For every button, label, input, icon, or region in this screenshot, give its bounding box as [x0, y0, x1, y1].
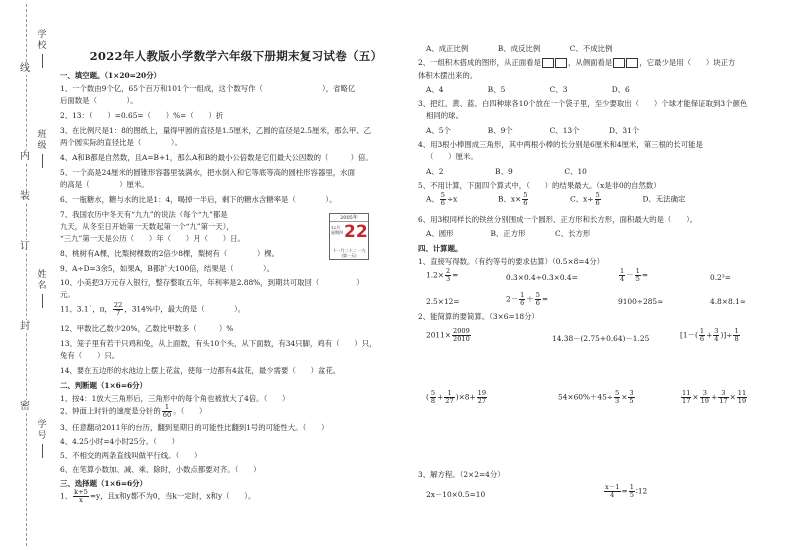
question-text: 13、笼子里有若干只鸡和兔，从上面数，有头10个头，从下面数，有34只脚，鸡有（ ）只， [60, 339, 377, 348]
question-text: （ ）厘米。 [426, 152, 478, 161]
math-expression: 14.38－(2.75+0.64)－1.25 [552, 334, 650, 343]
question-text: 5、一个高是24厘米的圆锥形容器里装满水，把水倒入和它等底等高的圆柱形容器里，水面 [60, 168, 355, 177]
question-text: 8、桃树有A棵，比梨树棵数的2倍少8棵，梨树有（ ）棵。 [60, 249, 279, 258]
section-heading: 四、计算题。 [418, 244, 463, 253]
question-text: 1、按4：1放大三角形后，三角形中的每个角也被放大了4倍。（ ） [60, 394, 290, 403]
math-expression: 4.8×8.1≈ [710, 297, 746, 306]
question-text: 后面数是（ ）。 [60, 96, 138, 105]
math-expression: $\frac{1}{4}$ － $\frac{1}{5}$ = [620, 267, 649, 283]
question-text: 4、4.25小时=4小时25分。（ ） [60, 437, 180, 446]
math-expression: 54×60%＋45÷ $\frac{5}{3}$ × $\frac{3}{5}$ [558, 389, 634, 405]
math-expression: 1.2× $\frac{2}{3}$ = [426, 267, 459, 283]
math-expression: 9100÷285≈ [618, 297, 664, 306]
question-text: 2、13：（ ）=0.65=（ ）%=（ ）折 [60, 111, 224, 120]
binding-margin [0, 0, 50, 550]
margin-label: 密 [17, 400, 33, 413]
section-heading: 三、选择题（1×6=6分） [60, 479, 147, 488]
question-text: 3、任意翻动2011年的台历，翻到星期日的可能性比翻到1号的可能性大。（ ） [60, 423, 329, 432]
choice-options: A、5个 B、9个 C、13个 D、31个 [426, 126, 640, 135]
question-text: 14、要在五边形的水池边上摆上花盆，使每一边都有4盆花，最少需要（ ）盆花。 [60, 366, 341, 375]
calendar-illustration: 2005年 12月 星期四 22 十一月二十二 一九(第一天) [331, 215, 368, 258]
question-text: 2、一组积木搭成的图形，从正面看是 ，从侧面看是 ，它最少是用（ ）块正方 [418, 58, 736, 67]
question-text: 6、一瓶糖水，糖与水的比是1：4，喝掉一半后，剩下的糖水含糖率是（ ）。 [60, 195, 337, 204]
choice-options: A、 $\frac{5}{6}$ ÷x B、x× $\frac{5}{6}$ C、x÷ $\frac{5}{6}$ D、无法确定 [426, 191, 686, 207]
math-expression: $\frac{11}{17}$ × $\frac{3}{19}$ + $\frac{3}{17}$ × $\frac{11}{19}$ [682, 389, 747, 405]
section-heading: 二、判断题（1×6=6分） [60, 381, 147, 390]
margin-label: 装 [17, 190, 33, 203]
question-text: 兔有（ ）只。 [60, 351, 120, 360]
math-expression: 2－ $\frac{1}{6}$ ＋ $\frac{5}{6}$ = [506, 291, 549, 307]
question-text: 10、小美把3万元存入银行，整存整取五年，年利率是2.88%，到期共可取回（ ） [60, 278, 364, 287]
question-text: 6、用3根同样长的铁丝分别围成一个圆形、正方形和长方形，面积最大的是（ ）。 [418, 215, 698, 224]
math-expression: 2.5×12= [426, 297, 460, 306]
question-text: 2、能简算的要简算。（3×6=18分） [418, 312, 539, 321]
question-text: 相同的球。 [426, 111, 463, 120]
side-view-figure [613, 58, 625, 68]
question-text: 3、在比例尺是1：8的图纸上，量得甲圆的直径是1.5厘米，乙圆的直径是2.5厘米，那么甲、乙 [60, 126, 372, 135]
question-text: 元。 [60, 290, 75, 299]
choice-options: A、2 B、9 C、10 [426, 167, 587, 176]
question-text: 体积木摆出来的。 [418, 71, 478, 80]
math-expression: 2x－10×0.5=10 [426, 490, 486, 499]
front-view-figure [542, 58, 554, 68]
math-expression: 2011× $\frac{2009}{2010}$ [426, 327, 470, 343]
choice-options: A、4 B、5 C、3 D、6 [426, 85, 630, 94]
question-text: 3、把红、黄、蓝、白四种球各10个放在一个袋子里，至少要取出（ ）个球才能保证取到3个颜色 [418, 99, 748, 108]
question-text: 1、一个数由9个亿，65个百万和101个一组成，这个数写作（ ），省略亿 [60, 84, 356, 93]
question-text: 4、A和B都是自然数，且A=B+1，那么A和B的最小公倍数是它们最大公因数的（ ）倍。 [60, 153, 373, 162]
math-expression: 0.2³= [710, 273, 731, 282]
math-expression: $\frac{x-1}{4}$ = $\frac{1}{5}$ ∶12 [605, 483, 648, 499]
question-text: 两个圆实际的直径比是（ ）。 [60, 138, 182, 147]
margin-label: 订 [17, 240, 33, 253]
field-school[interactable]: 学校 [36, 30, 48, 70]
math-expression: 0.3×0.4÷0.3×0.4= [506, 273, 578, 282]
fraction: $\frac{k+5}{x}$ [74, 488, 88, 504]
cut-line [26, 4, 27, 546]
question-text: 3、解方程。（2×2=4分） [418, 470, 505, 479]
choice-options: A、圆形 B、正方形 C、长方形 [426, 229, 591, 238]
margin-label: 封 [17, 320, 33, 333]
question-text: 的高是（ ）厘米。 [60, 180, 149, 189]
fraction: $\frac{1}{60}$ [162, 403, 172, 419]
question-text: 2、钟面上时针的速度是分针的 $\frac{1}{60}$ 。（ ） [60, 403, 207, 419]
question-text: 1、直接写得数。（有约等号的要求估算）（0.5×8=4分） [418, 257, 605, 266]
question-text: 11、3.1˙，π， $\frac{22}{7}$ ，314%中，最大的是（ ）。 [60, 301, 246, 317]
field-name[interactable]: 姓名 [36, 270, 48, 310]
question-text: 7、我国农历中冬天有“九九”的说法（每个“九”都是 [60, 210, 228, 219]
question-text: “三九”第一天是公历（ ）年（ ）月（ ）日。 [60, 234, 245, 243]
fraction: $\frac{22}{7}$ [113, 301, 123, 317]
margin-label: 内 [17, 150, 33, 163]
choice-options: A、成正比例 B、成反比例 C、不成比例 [426, 44, 613, 53]
margin-label: 线 [17, 62, 33, 75]
question-text: 5、不用计算，下面四个算式中，（ ）的结果最大。（x是非0的自然数） [418, 181, 661, 190]
field-student-id[interactable]: 学号 [36, 420, 48, 460]
field-class[interactable]: 班级 [36, 130, 48, 170]
question-text: 4、用3根小棒围成三角形，其中两根小棒的长分别是6厘米和4厘米，第三根的长可能是 [418, 140, 703, 149]
math-expression: [1－( $\frac{1}{6}$ + $\frac{3}{4}$ )]÷ $\frac{1}{8}$ [680, 327, 739, 343]
question-text: 6、在笔算小数加、减、乘、除时，小数点都要对齐。（ ） [60, 465, 261, 474]
question-text: 1、 $\frac{k+5}{x}$ =y，且x和y都不为0，当k一定时，x和y（ ）。 [60, 488, 256, 504]
question-text: 九天，从冬至日开始第一天数起第一个“九”第一天）， [60, 222, 234, 231]
math-expression: ( $\frac{5}{8}$ + $\frac{1}{27}$ )×8+ $\frac{19}{27}$ [426, 389, 487, 405]
question-text: 12、甲数比乙数少20%，乙数比甲数多（ ）% [60, 324, 234, 333]
exam-title: 2022年人教版小学数学六年级下册期末复习试卷（五） [89, 49, 383, 63]
section-heading: 一、填空题。（1×20=20分） [60, 71, 161, 80]
question-text: 9、A÷D=3余5，如果A，B都扩大100倍，结果是（ ）。 [60, 264, 275, 273]
question-text: 5、不相交的两条直线叫做平行线。（ ） [60, 451, 202, 460]
